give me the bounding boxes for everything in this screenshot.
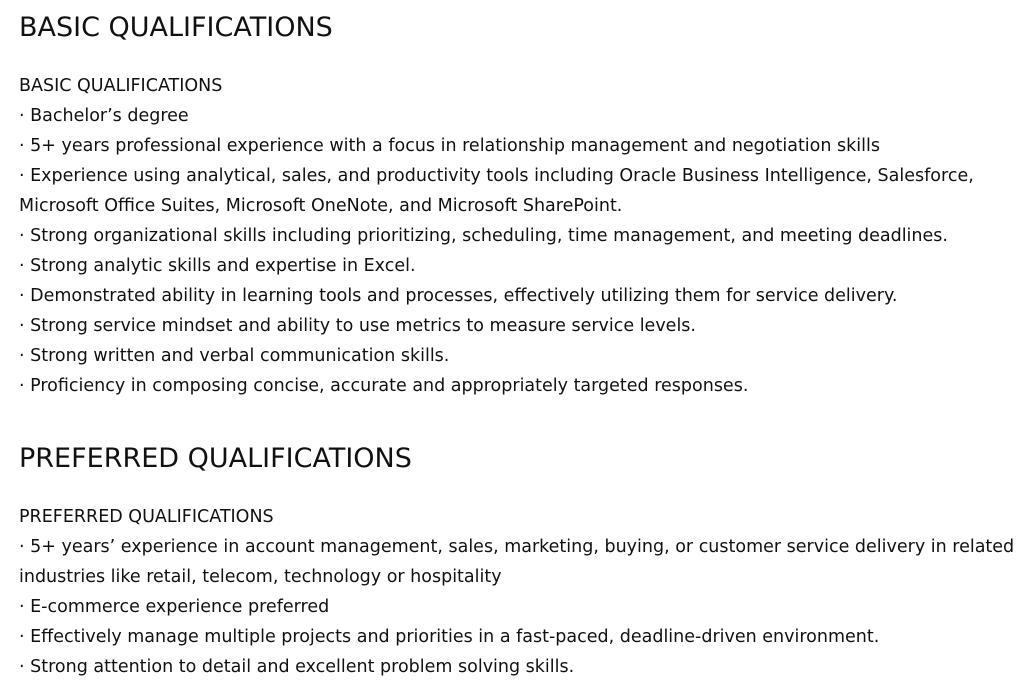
basic-qualifications-section: [19, 14, 1036, 401]
list-item: · E-commerce experience preferred: [19, 597, 330, 617]
list-item: · 5+ years’ experience in account management, sales, marketing, buying, or customer service delivery in related industries like retail, telecom, technology or hospitality: [19, 537, 1015, 587]
section-spacer: [19, 401, 1036, 445]
preferred-qualifications-section: [19, 445, 1036, 682]
section-subheading: PREFERRED QUALIFICATIONS: [19, 507, 274, 527]
section-body: [19, 502, 1034, 682]
list-item: · Effectively manage multiple projects and priorities in a fast-paced, deadline-driven environment.: [19, 627, 880, 647]
list-item: · Strong attention to detail and excellent problem solving skills.: [19, 657, 575, 677]
list-item: · 5+ years professional experience with a focus in relationship management and negotiation skills: [19, 136, 880, 156]
section-body: [19, 71, 1034, 401]
list-item: · Experience using analytical, sales, and productivity tools including Oracle Business Intelligence, Salesforce, Microsoft Office Suites, Microsoft OneNote, and Microsoft SharePoint.: [19, 166, 974, 216]
list-item: · Strong service mindset and ability to use metrics to measure service levels.: [19, 316, 696, 336]
list-item: · Strong organizational skills including prioritizing, scheduling, time management, and meeting deadlines.: [19, 226, 948, 246]
section-heading: PREFERRED QUALIFICATIONS: [19, 443, 412, 474]
list-item: · Bachelor’s degree: [19, 106, 189, 126]
list-item: · Demonstrated ability in learning tools and processes, effectively utilizing them for service delivery.: [19, 286, 898, 306]
section-subheading: BASIC QUALIFICATIONS: [19, 76, 223, 96]
list-item: · Strong written and verbal communication skills.: [19, 346, 450, 366]
list-item: · Proficiency in composing concise, accurate and appropriately targeted responses.: [19, 376, 749, 396]
section-heading: BASIC QUALIFICATIONS: [19, 12, 333, 43]
list-item: · Strong analytic skills and expertise in Excel.: [19, 256, 416, 276]
